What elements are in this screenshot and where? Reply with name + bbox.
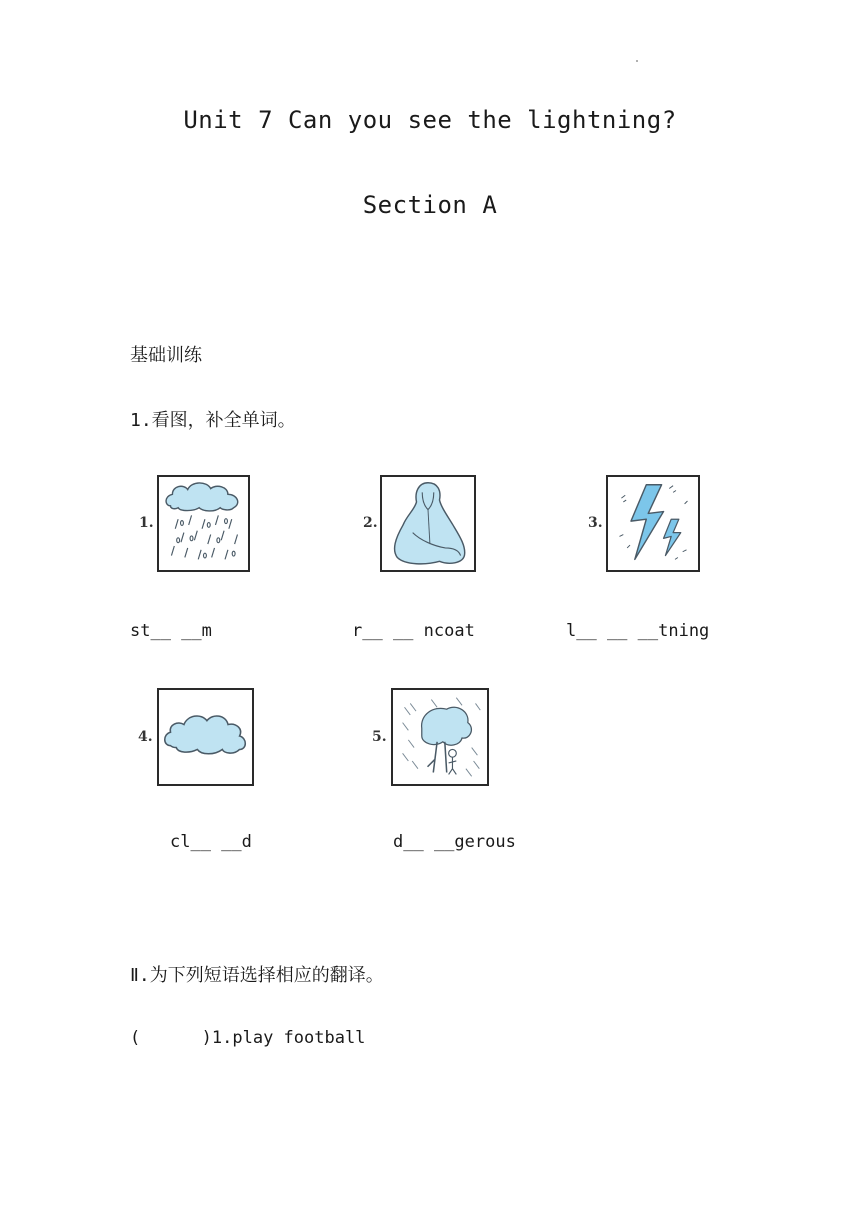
- question-text: 1.play football: [211, 1028, 366, 1048]
- raincoat-icon: [380, 475, 476, 572]
- word-blank: r__ __ ncoat: [352, 621, 475, 641]
- answer-blank[interactable]: ( ): [130, 1028, 212, 1048]
- word-blank: l__ __ __tning: [566, 621, 710, 641]
- stray-mark: [636, 60, 638, 62]
- item-number: 5.: [372, 729, 387, 745]
- item-number: 3.: [588, 515, 603, 531]
- cloud-icon: [157, 688, 254, 786]
- section-title: Section A: [362, 191, 498, 219]
- item-number: 1.: [139, 515, 154, 531]
- word-blank: st__ __m: [130, 621, 212, 641]
- word-blank: d__ __gerous: [393, 832, 516, 852]
- basics-label: 基础训练: [130, 345, 202, 366]
- rain-cloud-icon: [157, 475, 250, 572]
- page-title: Unit 7 Can you see the lightning?: [183, 106, 677, 134]
- lightning-icon: [606, 475, 700, 572]
- item-number: 4.: [138, 729, 153, 745]
- item-number: 2.: [363, 515, 378, 531]
- word-blank: cl__ __d: [170, 832, 252, 852]
- question-row: [130, 1028, 365, 1048]
- part2-instruction: Ⅱ.为下列短语选择相应的翻译。: [130, 965, 384, 986]
- storm-tree-icon: [391, 688, 489, 786]
- part1-instruction: 1.看图，补全单词。: [130, 410, 296, 431]
